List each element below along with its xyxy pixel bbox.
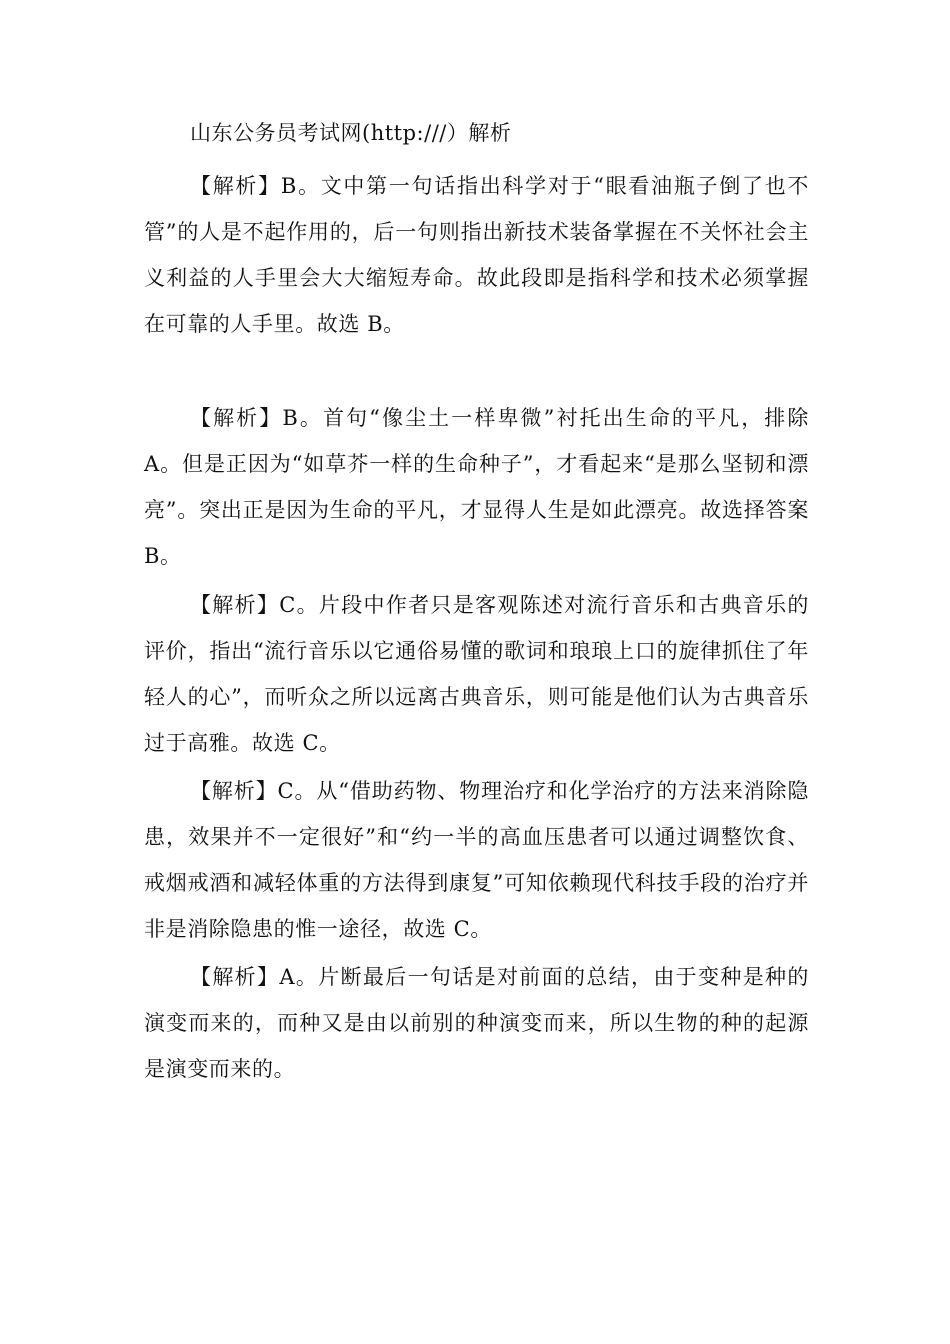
analysis-paragraph-3: 【解析】C。片段中作者只是客观陈述对流行音乐和古典音乐的评价，指出“流行音乐以它通俗易懂的歌词和琅琅上口的旋律抓住了年轻人的心”，而听众之所以远离古典音乐，则可能是他们认为古典音乐过于高雅。故选 C。 [144, 593, 809, 755]
analysis-paragraph-1: 【解析】B。文中第一句话指出科学对于“眼看油瓶子倒了也不管”的人是不起作用的，后一句则指出新技术装备掌握在不关怀社会主义利益的人手里会大大缩短寿命。故此段即是指科学和技术必须掌握在可靠的人手里。故选 B。 [144, 174, 809, 336]
analysis-paragraph-4: 【解析】C。从“借助药物、物理治疗和化学治疗的方法来消除隐患，效果并不一定很好”和“约一半的高血压患者可以通过调整饮食、戒烟戒酒和减轻体重的方法得到康复”可知依赖现代科技手段的治疗并非是消除隐患的惟一途径，故选 C。 [144, 779, 809, 941]
document-header: 山东公务员考试网(http:///）解析 [190, 121, 512, 145]
analysis-paragraph-2: 【解析】B。首句“像尘土一样卑微”衬托出生命的平凡，排除 A。但是正因为“如草芥一样的生命种子”，才看起来“是那么坚韧和漂亮”。突出正是因为生命的平凡，才显得人生是如此漂亮。故选择答案 B。 [144, 406, 809, 568]
analysis-paragraph-5: 【解析】A。片断最后一句话是对前面的总结，由于变种是种的演变而来的，而种又是由以前别的种演变而来，所以生物的种的起源是演变而来的。 [144, 965, 809, 1081]
